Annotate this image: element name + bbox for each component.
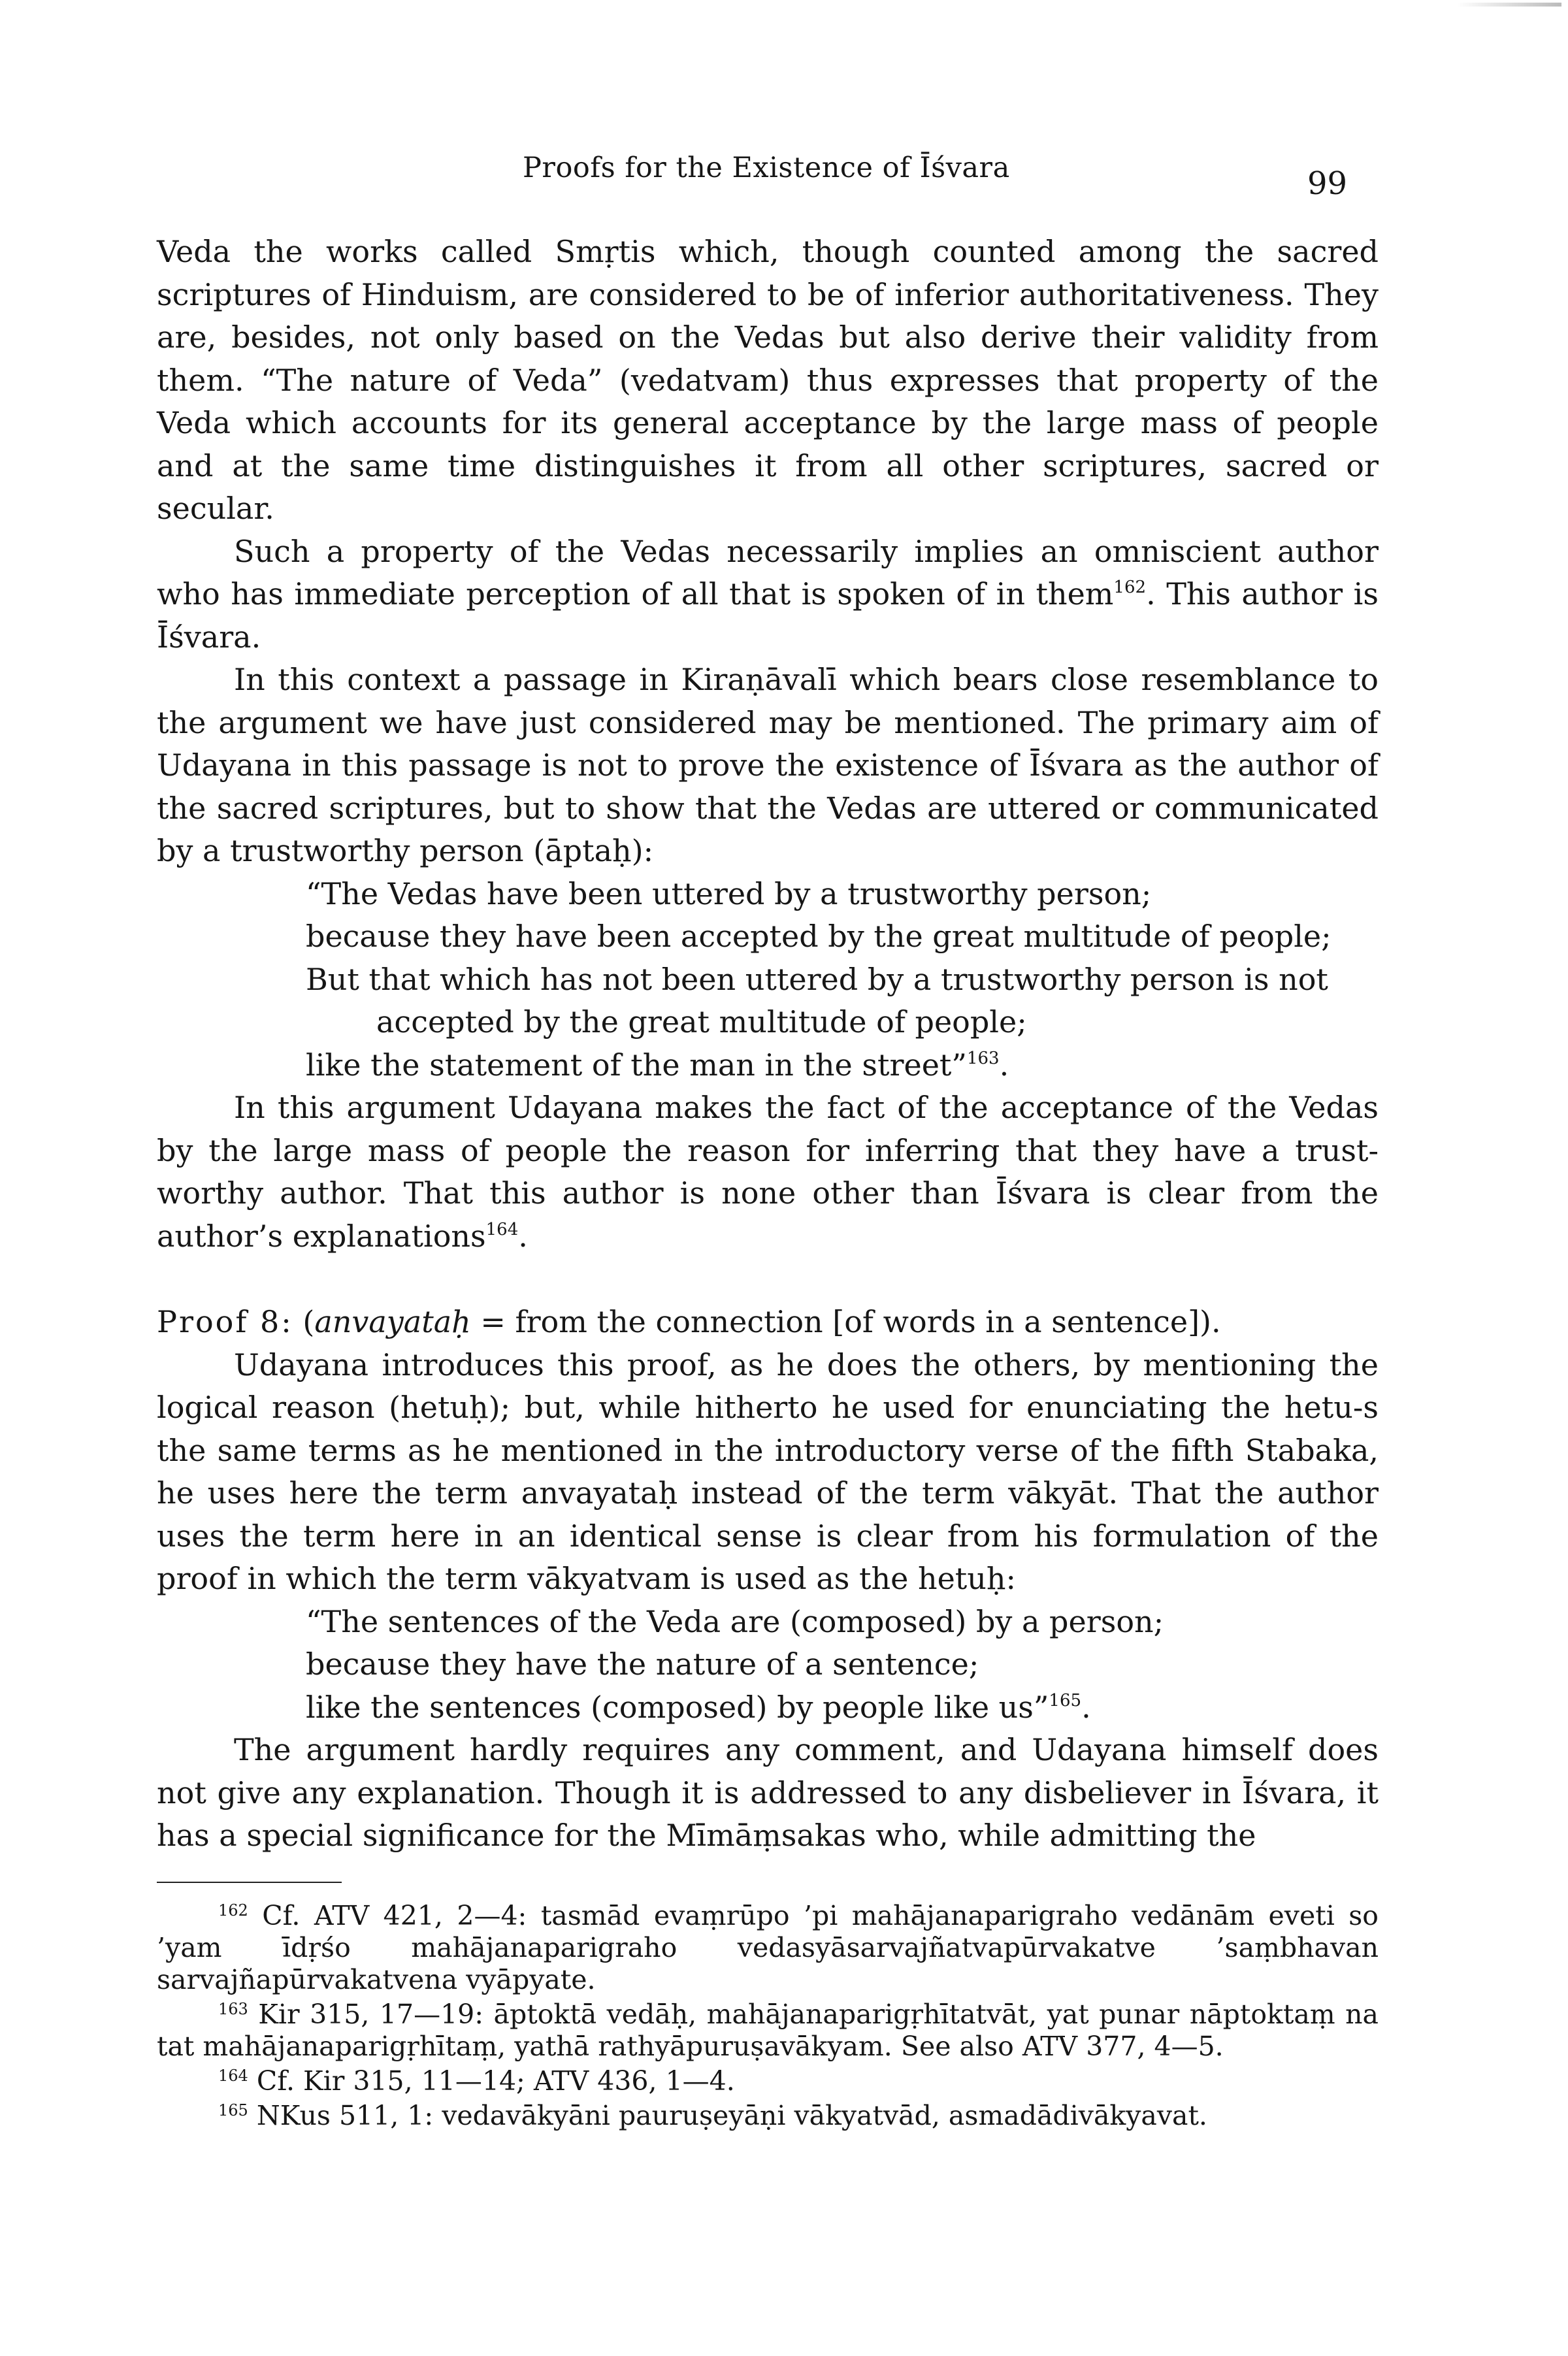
section-heading: Proof 8: (anvayataḥ = from the connection [of words in a sentence]). — [157, 1304, 1221, 1339]
scan-edge-artifact — [1457, 3, 1561, 7]
footnote — [157, 1999, 1379, 2063]
block-quote — [157, 873, 1379, 1087]
footnote-ref: 163 — [966, 1048, 1000, 1068]
quote-line: accepted by the great multitude of people; — [376, 1004, 1027, 1039]
paragraph: The argument hardly requires any comment, and Udayana himself does not give any explanation. Though it is addressed to any disbeliever in Īśvara, it has a special significance for the Mīmāṃsakas who, while admitting the — [157, 1732, 1379, 1853]
footnote-ref: 162 — [1113, 578, 1147, 597]
paragraph-text: . This author is Īśvara. — [157, 576, 1379, 655]
proof-label: Proof 8: — [157, 1304, 293, 1339]
footnote — [157, 2100, 1379, 2132]
footnote-ref: 164 — [485, 1219, 519, 1239]
footnote-text: Cf. Kir 315, 11—14; ATV 436, 1—4. — [256, 2065, 735, 2097]
quote-line: “The sentences of the Veda are (composed) by a person; — [306, 1603, 1164, 1639]
proof-description: = from the connection [of words in a sentence]). — [470, 1304, 1221, 1339]
running-header: Proofs for the Existence of Īśvara — [523, 152, 1010, 184]
quote-line — [306, 1044, 1379, 1087]
footnote-ref: 165 — [1049, 1690, 1082, 1710]
quote-line: because they have been accepted by the great multitude of people; — [306, 919, 1331, 954]
quote-text: like the statement of the man in the street” — [306, 1047, 967, 1083]
footnote-number: 162 — [218, 1901, 248, 1920]
paragraph — [157, 531, 1379, 659]
block-quote — [157, 1601, 1379, 1729]
footnote-number: 164 — [218, 2067, 248, 2085]
footnote-number: 163 — [218, 2000, 248, 2018]
footnote — [157, 1900, 1379, 1996]
footnote-text: Kir 315, 17—19: āptoktā vedāḥ, mahājanaparigṛhītatvāt, yat punar nāptoktaṃ na tat mahājanaparigṛhītaṃ, yathā rathyāpuruṣavākyam. See also ATV 377, 4—5. — [157, 1999, 1379, 2062]
quote-line: But that which has not been uttered by a trustworthy person is not — [306, 961, 1328, 997]
footnote-number: 165 — [218, 2101, 248, 2119]
quote-text: . — [999, 1047, 1009, 1083]
proof-term: anvayataḥ — [314, 1304, 471, 1339]
footnotes — [157, 1900, 1379, 2135]
paragraph-text: Such a property of the Vedas necessarily implies an omniscient author who has immediate perception of all that is spoken of in them — [157, 533, 1379, 612]
paragraph-text: . — [518, 1218, 528, 1254]
quote-line: because they have the nature of a sentence; — [306, 1646, 979, 1682]
main-text — [157, 231, 1379, 1857]
quote-line — [306, 1686, 1379, 1729]
paragraph — [157, 1087, 1379, 1258]
paragraph: Veda the works called Smṛtis which, though counted among the sacred scriptures of Hinduism, are considered to be of inferior authoritativeness. They are, besides, not only based on the Vedas but also derive their validity from them. “The nature of Veda” (vedatvam) thus expresses that property of the Veda which accounts for its general acceptance by the large mass of people and at the same time distinguishes it from all other scriptures, sacred or secular. — [157, 234, 1379, 526]
footnote-text: Cf. ATV 421, 2—4: tasmād evaṃrūpo ’pi mahājanaparigraho vedānām eveti so ’yam īdṛśo mahājanaparigraho vedasyāsarvajñatvapūrvakatve ’saṃbhavan sarvajñapūrvakatvena vyāpyate. — [157, 1900, 1379, 1995]
quote-text: like the sentences (composed) by people like us” — [306, 1689, 1049, 1725]
page-number: 99 — [1307, 165, 1348, 202]
footnote-divider — [157, 1882, 342, 1883]
footnote-text: NKus 511, 1: vedavākyāni pauruṣeyāṇi vākyatvād, asmadādivākyavat. — [256, 2100, 1207, 2131]
paragraph: Udayana introduces this proof, as he does the others, by mentioning the logical reason (hetuḥ); but, while hitherto he used for enunciating the hetu-s the same terms as he mentioned in the introductory verse of the fifth Stabaka, he uses here the term anvayataḥ instead of the term vākyāt. That the author uses the term here in an identical sense is clear from his formulation of the proof in which the term vākyatvam is used as the hetuḥ: — [157, 1347, 1379, 1596]
paragraph: In this context a passage in Kiraṇāvalī which bears close resemblance to the argument we have just considered may be mentioned. The primary aim of Udayana in this passage is not to prove the existence of Īśvara as the author of the sacred scriptures, but to show that the Vedas are uttered or communicated by a trustworthy person (āptaḥ): — [157, 662, 1379, 868]
footnote — [157, 2065, 1379, 2097]
quote-text: . — [1081, 1689, 1091, 1725]
paragraph-text: In this argument Udayana makes the fact of the acceptance of the Vedas by the large mass of people the reason for inferring that they have a trustworthy author. That this author is none other than Īśvara is clear from the author’s explanations — [157, 1090, 1379, 1254]
quote-line: “The Vedas have been uttered by a trustworthy person; — [306, 875, 1152, 911]
